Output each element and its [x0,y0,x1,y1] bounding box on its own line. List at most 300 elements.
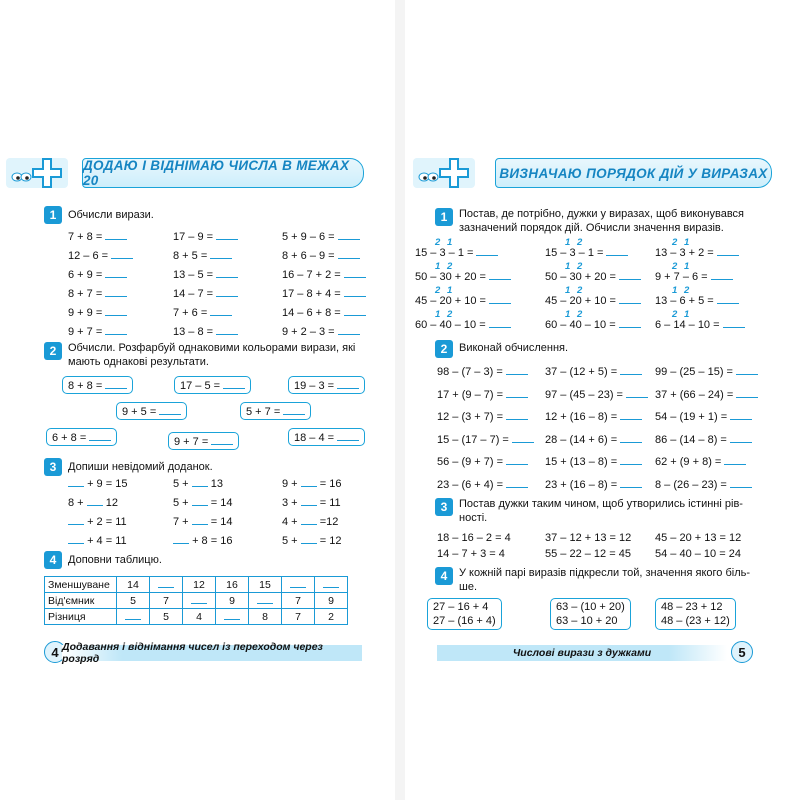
equation [68,515,127,528]
expression-text: 50 – 30 + 20 = [415,271,486,283]
left-header [82,158,364,188]
page-number: 4 [44,641,66,663]
expression-text: 18 – 4 = [294,432,335,444]
answer-blank[interactable] [736,388,758,398]
pair-expression[interactable]: 63 – (10 + 20) [556,601,625,613]
expression [437,478,528,491]
expression-text: 45 – 20 + 10 = [415,295,486,307]
answer-blank[interactable] [489,318,511,328]
expression [545,318,641,331]
answer-blank[interactable] [730,478,752,488]
expression [68,230,127,243]
expression-text: 13 – 6 + 5 = [655,295,714,307]
answer-blank[interactable] [506,455,528,465]
expression-text: 23 – (6 + 4) = [437,478,504,491]
task-number: 3 [435,498,453,516]
answer-blank[interactable] [338,325,360,335]
equation-left: 5 + [173,497,189,509]
row-label: Різниця [45,609,117,625]
task-number: 4 [44,551,62,569]
answer-blank[interactable] [216,268,238,278]
equation-left: 4 + [282,516,298,528]
answer-blank[interactable] [337,379,359,389]
right-header [495,158,772,188]
task-number: 1 [435,208,453,226]
expression [68,287,127,300]
expression [437,365,528,378]
table-cell[interactable] [249,593,282,609]
task-text: У кожній парі виразів підкресли той, значення якого біль- [459,567,751,579]
answer-blank[interactable] [506,410,528,420]
answer-blank[interactable] [489,294,511,304]
answer-blank[interactable] [68,515,84,525]
expression-text: 23 + (16 – 8) = [545,478,618,491]
expression [655,270,733,283]
answer-blank[interactable] [606,246,628,256]
table-cell: 9 [315,593,348,609]
expression-box[interactable] [168,432,239,450]
task-number: 2 [44,342,62,360]
expression-text: 37 + (66 – 24) = [655,388,734,401]
answer-blank[interactable] [191,594,207,604]
expression-text: 14 – 6 + 8 = [282,307,341,319]
equation-right: = 14 [210,516,233,528]
answer-blank[interactable] [344,268,366,278]
equation [68,534,127,547]
expression-text: 8 + 6 – 9 = [282,250,335,262]
equation-left: 3 + [282,497,298,509]
table-row [45,609,348,625]
equation-right: + 2 = 11 [87,516,127,528]
expression [655,410,752,423]
answer-blank[interactable] [344,287,366,297]
table-cell: 7 [282,593,315,609]
expression [655,388,758,401]
answer-blank[interactable] [192,477,208,487]
equation [173,515,232,528]
expression-text: 17 – 5 = [180,380,221,392]
answer-blank[interactable] [111,249,133,259]
task-text: Виконай обчислення. [459,342,569,354]
expression-text: 9 + 7 = [174,436,209,448]
answer-blank[interactable] [290,578,306,588]
order-mark: 1 [565,261,571,272]
expression-box[interactable] [46,428,117,446]
table-cell[interactable] [117,609,150,625]
answer-blank[interactable] [506,365,528,375]
equation [282,515,338,528]
order-mark: 2 [672,261,678,272]
task-text: Доповни таблицю. [68,554,162,566]
task-text: ше. [459,581,477,593]
order-mark: 1 [684,309,690,320]
expression-text: 9 + 9 = [68,307,103,319]
expression [173,230,238,243]
answer-blank[interactable] [338,249,360,259]
order-mark: 1 [672,285,678,296]
order-mark: 2 [447,261,453,272]
page-gutter [395,0,405,800]
order-mark: 1 [435,261,441,272]
expression [282,325,360,338]
equation-right: =12 [319,516,339,528]
expression [68,325,127,338]
answer-blank[interactable] [344,306,366,316]
table-cell[interactable] [216,609,249,625]
task-number: 2 [435,340,453,358]
expression [282,268,366,281]
order-mark: 1 [447,237,453,248]
answer-blank[interactable] [512,433,534,443]
equation-right: + 8 = 16 [192,535,233,547]
equation-left: 9 + [282,478,298,490]
equation [173,477,223,490]
expression [282,287,366,300]
equation [68,477,127,490]
expression-pair [550,598,631,630]
row-label: Від'ємник [45,593,117,609]
expression-text: 50 – 30 + 20 = [545,271,616,283]
answer-blank[interactable] [125,610,141,620]
answer-blank[interactable] [158,578,174,588]
task-number: 1 [44,206,62,224]
expression [655,478,752,491]
expression [545,270,641,283]
answer-blank[interactable] [619,270,641,280]
equation-left: 8 + [68,497,84,509]
table-row [45,577,348,593]
order-mark: 2 [447,309,453,320]
equation-right: + 4 = 11 [87,535,127,547]
expression-text: 9 + 2 – 3 = [282,326,335,338]
table-cell[interactable] [183,593,216,609]
answer-blank[interactable] [620,433,642,443]
order-mark: 2 [684,285,690,296]
expression-box[interactable] [174,376,251,394]
equation [282,534,341,547]
row-label: Зменшуване [45,577,117,593]
answer-blank[interactable] [506,478,528,488]
page-number: 5 [731,641,753,663]
answer-blank[interactable] [338,230,360,240]
table-cell: 2 [315,609,348,625]
order-mark: 1 [565,237,571,248]
expression [545,433,642,446]
expression-text: 60 – 40 – 10 = [415,319,486,331]
equation [173,496,232,509]
task-text: Обчисли. Розфарбуй однаковими кольорами вирази, які [68,342,356,354]
expression [655,365,758,378]
answer-blank[interactable] [626,388,648,398]
table-cell: 5 [117,593,150,609]
expression-text: 7 + 6 = [173,307,208,319]
expression-text: 8 – (26 – 23) = [655,478,727,491]
expression-text: 7 + 8 = [68,231,103,243]
table-cell: 7 [150,593,183,609]
equation-right: + 9 = 15 [87,478,128,490]
expression-pair [655,598,736,630]
equation-right: = 12 [319,535,342,547]
expression [173,306,232,319]
expression [655,318,745,331]
pair-expression[interactable]: 63 – 10 + 20 [556,615,618,627]
order-mark: 2 [577,261,583,272]
eyes-plus-logo-icon [413,156,475,190]
expression-text: 19 – 3 = [294,380,335,392]
answer-blank[interactable] [301,534,317,544]
expression-text: 28 – (14 + 6) = [545,433,618,446]
expression-text: 15 + (13 – 8) = [545,456,618,468]
answer-blank[interactable] [159,405,181,415]
expression [282,230,360,243]
answer-blank[interactable] [337,431,359,441]
answer-blank[interactable] [216,325,238,335]
answer-blank[interactable] [619,294,641,304]
answer-blank[interactable] [730,410,752,420]
table-cell: 15 [249,577,282,593]
task-text: зазначений порядок дій. Обчисли значення виразів. [459,222,724,234]
expression [282,249,360,262]
order-mark: 1 [684,261,690,272]
expression-text: 9 + 5 = [122,406,157,418]
table-cell: 7 [282,609,315,625]
expression-text: 54 – (19 + 1) = [655,411,728,423]
table-cell: 9 [216,593,249,609]
expression-text: 14 – 7 = [173,288,214,300]
answer-blank[interactable] [301,477,317,487]
order-mark: 2 [577,285,583,296]
equation-left: 5 + [173,478,189,490]
answer-blank[interactable] [620,478,642,488]
answer-blank[interactable] [717,294,739,304]
answer-blank[interactable] [620,410,642,420]
answer-blank[interactable] [301,515,317,525]
expression-text: 62 + (9 + 8) = [655,456,722,468]
answer-blank[interactable] [620,455,642,465]
order-mark: 2 [672,309,678,320]
expression [655,433,752,446]
equation [173,534,232,547]
expression-box[interactable] [62,376,133,394]
answer-blank[interactable] [105,268,127,278]
subtraction-table [44,576,348,625]
answer-blank[interactable] [192,496,208,506]
table-cell: 5 [150,609,183,625]
left-page [0,0,395,800]
expression-text: 15 – 3 – 1 = [415,247,474,259]
answer-blank[interactable] [476,246,498,256]
expression [437,388,528,401]
expression-text: 13 – 3 + 2 = [655,247,714,259]
pair-expression[interactable]: 27 – (16 + 4) [433,615,496,627]
answer-blank[interactable] [730,433,752,443]
answer-blank[interactable] [216,287,238,297]
expression [173,249,232,262]
answer-blank[interactable] [211,435,233,445]
answer-blank[interactable] [192,515,208,525]
expression [68,249,133,262]
expression-text: 37 – (12 + 5) = [545,366,618,378]
expression-text: 13 – 8 = [173,326,214,338]
task-text: ності. [459,512,488,524]
expression-box[interactable] [116,402,187,420]
equation: 54 – 40 – 10 = 24 [655,548,741,560]
equation: 14 – 7 + 3 = 4 [437,548,505,560]
answer-blank[interactable] [620,365,642,375]
expression-text: 17 + (9 – 7) = [437,388,504,401]
order-mark: 1 [565,285,571,296]
equation-right: 12 [105,497,118,509]
expression [415,270,511,283]
equation-right: = 14 [210,497,233,509]
answer-blank[interactable] [711,270,733,280]
expression [173,268,238,281]
table-cell: 12 [183,577,216,593]
expression [655,294,739,307]
expression [437,455,528,468]
answer-blank[interactable] [506,388,528,398]
expression-pair [427,598,502,630]
expression-text: 15 – (17 – 7) = [437,433,509,446]
answer-blank[interactable] [736,365,758,375]
task-text: Постав, де потрібно, дужки у виразах, щоб виконувався [459,208,745,220]
equation-right: 13 [210,478,223,490]
answer-blank[interactable] [105,287,127,297]
expression-text: 16 – 7 + 2 = [282,269,341,281]
answer-blank[interactable] [323,578,339,588]
answer-blank[interactable] [724,455,746,465]
right-page [405,0,800,800]
expression [173,325,238,338]
right-header-title: ВИЗНАЧАЮ ПОРЯДОК ДІЙ У ВИРАЗАХ [499,165,768,181]
answer-blank[interactable] [223,379,245,389]
left-header-title: ДОДАЮ І ВІДНІМАЮ ЧИСЛА В МЕЖАХ 20 [83,158,350,188]
expression-text: 9 + 7 – 6 = [655,271,708,283]
expression-text: 98 – (7 – 3) = [437,366,503,378]
eyes-plus-logo-icon [6,156,68,190]
answer-blank[interactable] [210,249,232,259]
expression-box[interactable] [288,376,365,394]
right-footer: Числові вирази з дужками [437,645,727,661]
answer-blank[interactable] [489,270,511,280]
task-text: Обчисли вирази. [68,209,154,221]
answer-blank[interactable] [105,306,127,316]
expression-text: 6 + 8 = [52,432,87,444]
order-mark: 2 [435,237,441,248]
equation: 45 – 20 + 13 = 12 [655,532,742,544]
answer-blank[interactable] [717,246,739,256]
order-mark: 2 [672,237,678,248]
order-mark: 2 [435,285,441,296]
answer-blank[interactable] [173,534,189,544]
table-cell[interactable] [282,577,315,593]
task-number: 3 [44,458,62,476]
table-cell: 8 [249,609,282,625]
answer-blank[interactable] [301,496,317,506]
expression-text: 5 + 9 – 6 = [282,231,335,243]
expression [655,246,739,259]
table-cell: 14 [117,577,150,593]
equation [282,477,341,490]
answer-blank[interactable] [105,325,127,335]
expression-text: 8 + 7 = [68,288,103,300]
table-cell[interactable] [150,577,183,593]
expression-text: 8 + 5 = [173,250,208,262]
answer-blank[interactable] [619,318,641,328]
equation-left: 7 + [173,516,189,528]
order-mark: 1 [565,309,571,320]
expression-text: 97 – (45 – 23) = [545,388,623,401]
left-footer: Додавання і віднімання чисел із переходом через розряд [62,645,362,661]
answer-blank[interactable] [89,431,111,441]
expression-text: 56 – (9 + 7) = [437,456,504,468]
equation: 55 – 22 – 12 = 45 [545,548,631,560]
answer-blank[interactable] [283,405,305,415]
expression [545,410,642,423]
expression [415,246,498,259]
equation-right: = 11 [319,497,341,509]
answer-blank[interactable] [87,496,103,506]
order-mark: 1 [435,309,441,320]
expression [655,455,746,468]
expression [437,433,534,446]
answer-blank[interactable] [216,230,238,240]
expression-text: 12 + (16 – 8) = [545,411,618,423]
pair-expression[interactable]: 48 – 23 + 12 [661,601,723,613]
pair-expression[interactable]: 27 – 16 + 4 [433,601,489,613]
expression [282,306,366,319]
answer-blank[interactable] [224,610,240,620]
task-number: 4 [435,567,453,585]
table-row [45,593,348,609]
answer-blank[interactable] [210,306,232,316]
expression-text: 13 – 5 = [173,269,214,281]
expression-text: 6 + 9 = [68,269,103,281]
expression-box[interactable] [288,428,365,446]
expression-text: 60 – 40 – 10 = [545,319,616,331]
answer-blank[interactable] [105,379,127,389]
answer-blank[interactable] [105,230,127,240]
task-text: Постав дужки таким чином, щоб утворились істинні рів- [459,498,743,510]
answer-blank[interactable] [257,594,273,604]
expression [545,365,642,378]
table-cell: 16 [216,577,249,593]
expression-text: 5 + 7 = [246,406,281,418]
answer-blank[interactable] [723,318,745,328]
expression [545,478,642,491]
answer-blank[interactable] [68,534,84,544]
expression-text: 99 – (25 – 15) = [655,366,733,378]
task-text: мають однакові результати. [68,356,209,368]
expression [68,268,127,281]
pair-expression[interactable]: 48 – (23 + 12) [661,615,730,627]
expression-text: 15 – 3 – 1 = [545,247,604,259]
answer-blank[interactable] [68,477,84,487]
expression [415,318,511,331]
order-mark: 2 [577,309,583,320]
expression [173,287,238,300]
equation-right: = 16 [319,478,342,490]
equation-left: 5 + [282,535,298,547]
expression-text: 45 – 20 + 10 = [545,295,616,307]
expression-text: 17 – 9 = [173,231,214,243]
expression [545,294,641,307]
equation: 18 – 16 – 2 = 4 [437,532,511,544]
table-cell[interactable] [315,577,348,593]
task-text: Допиши невідомий доданок. [68,461,213,473]
expression-text: 17 – 8 + 4 = [282,288,341,300]
expression-box[interactable] [240,402,311,420]
